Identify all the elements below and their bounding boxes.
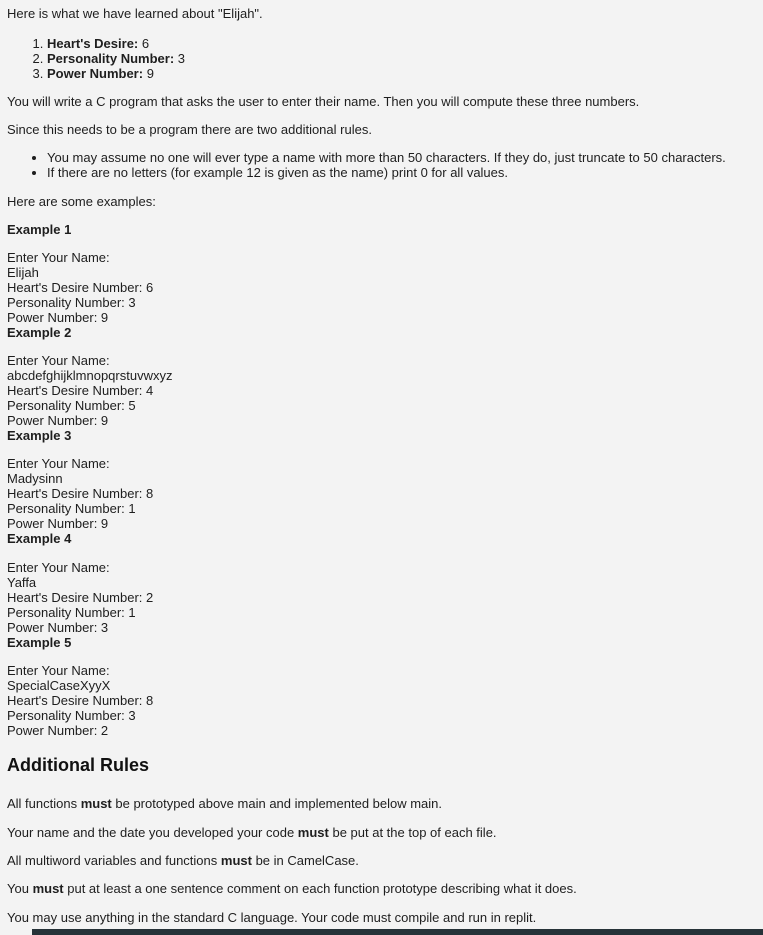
example-output	[7, 560, 153, 635]
rule-text: All functions	[7, 796, 81, 811]
example-output	[7, 663, 153, 738]
rule-text: All multiword variables and functions	[7, 853, 221, 868]
learned-item	[47, 66, 185, 81]
example-output	[7, 456, 153, 531]
intro-text: Here is what we have learned about "Elijah".	[7, 6, 263, 21]
example-heading: Example 3	[7, 428, 72, 443]
example-power: Power Number: 9	[7, 310, 109, 325]
examples-intro: Here are some examples:	[7, 194, 156, 209]
example-prompt: Enter Your Name:	[7, 560, 110, 575]
example-name: abcdefghijklmnopqrstuvwxyz	[7, 368, 173, 383]
learned-item	[47, 51, 185, 66]
example-output	[7, 250, 153, 325]
example-name: Madysinn	[7, 471, 63, 486]
rule-emphasis: must	[220, 853, 252, 868]
rule-text: be put at the top of each file.	[328, 825, 497, 840]
learned-value: 3	[174, 51, 185, 66]
program-description: You will write a C program that asks the user to enter their name. Then you will compute these three numbers.	[7, 94, 640, 109]
example-name: SpecialCaseXyyX	[7, 678, 111, 693]
example-heart: Heart's Desire Number: 2	[7, 590, 154, 605]
rules-intro: Since this needs to be a program there are two additional rules.	[7, 122, 372, 137]
learned-item	[47, 36, 185, 51]
example-power: Power Number: 9	[7, 516, 109, 531]
rule-text: You may use anything in the standard C language. Your code must compile and run in replit.	[7, 910, 537, 925]
rule-text: put at least a one sentence comment on each function prototype describing what it does.	[63, 881, 577, 896]
learned-label: Power Number:	[47, 66, 144, 81]
additional-rules-heading: Additional Rules	[7, 755, 150, 775]
example-name: Elijah	[7, 265, 39, 280]
learned-label: Personality Number:	[47, 51, 175, 66]
rule-text: You	[7, 881, 33, 896]
example-personality: Personality Number: 3	[7, 295, 136, 310]
rule-text: be prototyped above main and implemented below main.	[111, 796, 443, 811]
example-heart: Heart's Desire Number: 4	[7, 383, 154, 398]
learned-value: 9	[143, 66, 154, 81]
additional-rule	[7, 796, 442, 811]
example-personality: Personality Number: 1	[7, 501, 136, 516]
example-power: Power Number: 2	[7, 723, 109, 738]
example-heading: Example 5	[7, 635, 72, 650]
example-heading: Example 4	[7, 531, 72, 546]
example-heart: Heart's Desire Number: 8	[7, 486, 154, 501]
rules-list	[7, 150, 726, 180]
example-power: Power Number: 3	[7, 620, 109, 635]
example-personality: Personality Number: 1	[7, 605, 136, 620]
example-personality: Personality Number: 5	[7, 398, 136, 413]
additional-rule	[7, 825, 497, 840]
example-power: Power Number: 9	[7, 413, 109, 428]
example-heart: Heart's Desire Number: 8	[7, 693, 154, 708]
rule-emphasis: must	[32, 881, 64, 896]
rule-emphasis: must	[80, 796, 112, 811]
rule-text: Your name and the date you developed your code	[7, 825, 298, 840]
example-personality: Personality Number: 3	[7, 708, 136, 723]
additional-rule	[7, 881, 577, 896]
example-prompt: Enter Your Name:	[7, 663, 110, 678]
example-prompt: Enter Your Name:	[7, 456, 110, 471]
rule-item: • You may assume no one will ever type a name with more than 50 characters. If they do, just truncate to 50 characters.	[47, 150, 726, 165]
rule-item: • If there are no letters (for example 12 is given as the name) print 0 for all values.	[47, 165, 726, 180]
example-output	[7, 353, 172, 428]
horizontal-scrollbar[interactable]	[32, 929, 763, 935]
rule-text: be in CamelCase.	[251, 853, 359, 868]
example-heading: Example 1	[7, 222, 72, 237]
additional-rule	[7, 853, 359, 868]
example-prompt: Enter Your Name:	[7, 353, 110, 368]
learned-value: 6	[138, 36, 150, 51]
example-prompt: Enter Your Name:	[7, 250, 110, 265]
example-heart: Heart's Desire Number: 6	[7, 280, 154, 295]
example-name: Yaffa	[7, 575, 37, 590]
learned-label: Heart's Desire:	[47, 36, 139, 51]
rule-emphasis: must	[297, 825, 329, 840]
additional-rule	[7, 910, 536, 925]
learned-list	[7, 36, 185, 81]
example-heading: Example 2	[7, 325, 72, 340]
